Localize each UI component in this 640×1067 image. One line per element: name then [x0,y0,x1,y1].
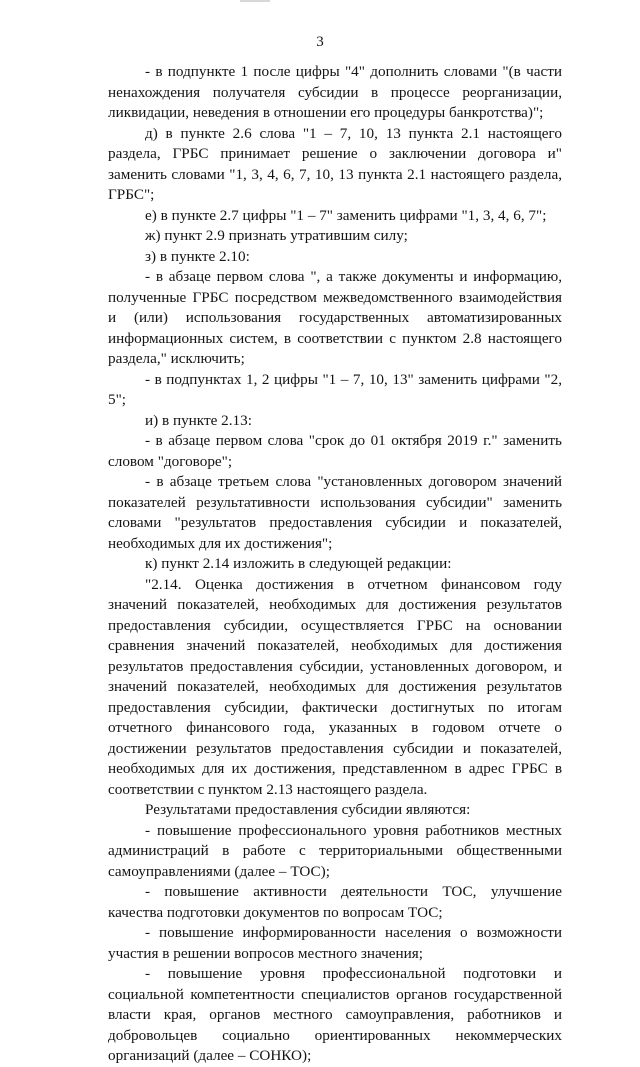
paragraph: - в абзаце третьем слова "установленных договором значений показателей результативности использования субсидии" заменить словами "результатов предоставления субсидии и показателей, необходимых для их достижения"; [108,473,562,552]
paragraph: - в абзаце первом слова "срок до 01 октября 2019 г." заменить словом "договоре"; [108,432,562,470]
paragraph: - в подпунктах 1, 2 цифры "1 – 7, 10, 13" заменить цифрами "2, 5"; [108,370,562,408]
page-number: 3 [316,34,324,50]
paragraph: - в подпункте 1 после цифры "4" дополнить словами "(в части ненахождения получателя субсидии в процессе реорганизации, ликвидации, неведения в отношении его процедуры банкротства)"; [108,63,562,121]
paragraph: - повышение активности деятельности ТОС, улучшение качества подготовки документов по вопросам ТОС; [108,883,562,921]
paragraph: - повышение профессионального уровня работников местных администраций в работе с территориальными общественными самоуправлениями (далее – ТОС); [108,821,562,880]
paragraph: е) в пункте 2.7 цифры "1 – 7" заменить цифрами "1, 3, 4, 6, 7"; [145,206,547,224]
paragraph: - повышение уровня профессиональной подготовки и социальной компетентности специалистов органов государственной власти края, органов местного самоуправления, работников и добровольцев социально ориентированных некоммерческих организаций (далее – СОНКО); [108,965,562,1064]
document-body [108,62,562,1067]
paragraph: Результатами предоставления субсидии являются: [145,801,471,818]
paragraph: д) в пункте 2.6 слова "1 – 7, 10, 13 пункта 2.1 настоящего раздела, ГРБС принимает решение о заключении договора и" заменить словами "1, 3, 4, 6, 7, 10, 13 пункта 2.1 настоящего раздела, ГРБС"; [108,124,562,203]
paragraph: - повышение информированности населения о возможности участия в решении вопросов местного значения; [108,924,562,962]
paragraph: з) в пункте 2.10: [145,247,250,265]
paragraph: и) в пункте 2.13: [145,411,252,429]
paragraph: к) пункт 2.14 изложить в следующей редакции: [145,555,452,572]
paragraph: ж) пункт 2.9 признать утратившим силу; [145,227,408,244]
paragraph: - в абзаце первом слова ", а также документы и информацию, полученные ГРБС посредством межведомственного взаимодействия и (или) использования государственных автоматизированных информационных систем, в соответствии с пунктом 2.8 настоящего раздела," исключить; [108,268,562,367]
paragraph: "2.14. Оценка достижения в отчетном финансовом году значений показателей, необходимых для достижения результатов предоставления субсидии, осуществляется ГРБС на основании сравнения значений показателей, необходимых для достижения результатов предоставления субсидии, установленных договором, и значений показателей, необходимых для достижения результатов предоставления субсидии, фактически достигнутых по итогам отчетного финансового года, указанных в годовом отчете о достижении результатов предоставления субсидии и показателей, необходимых для их достижения, представленном в адрес ГРБС в соответствии с пунктом 2.13 настоящего раздела. [108,575,562,798]
scan-artifact [240,0,270,2]
